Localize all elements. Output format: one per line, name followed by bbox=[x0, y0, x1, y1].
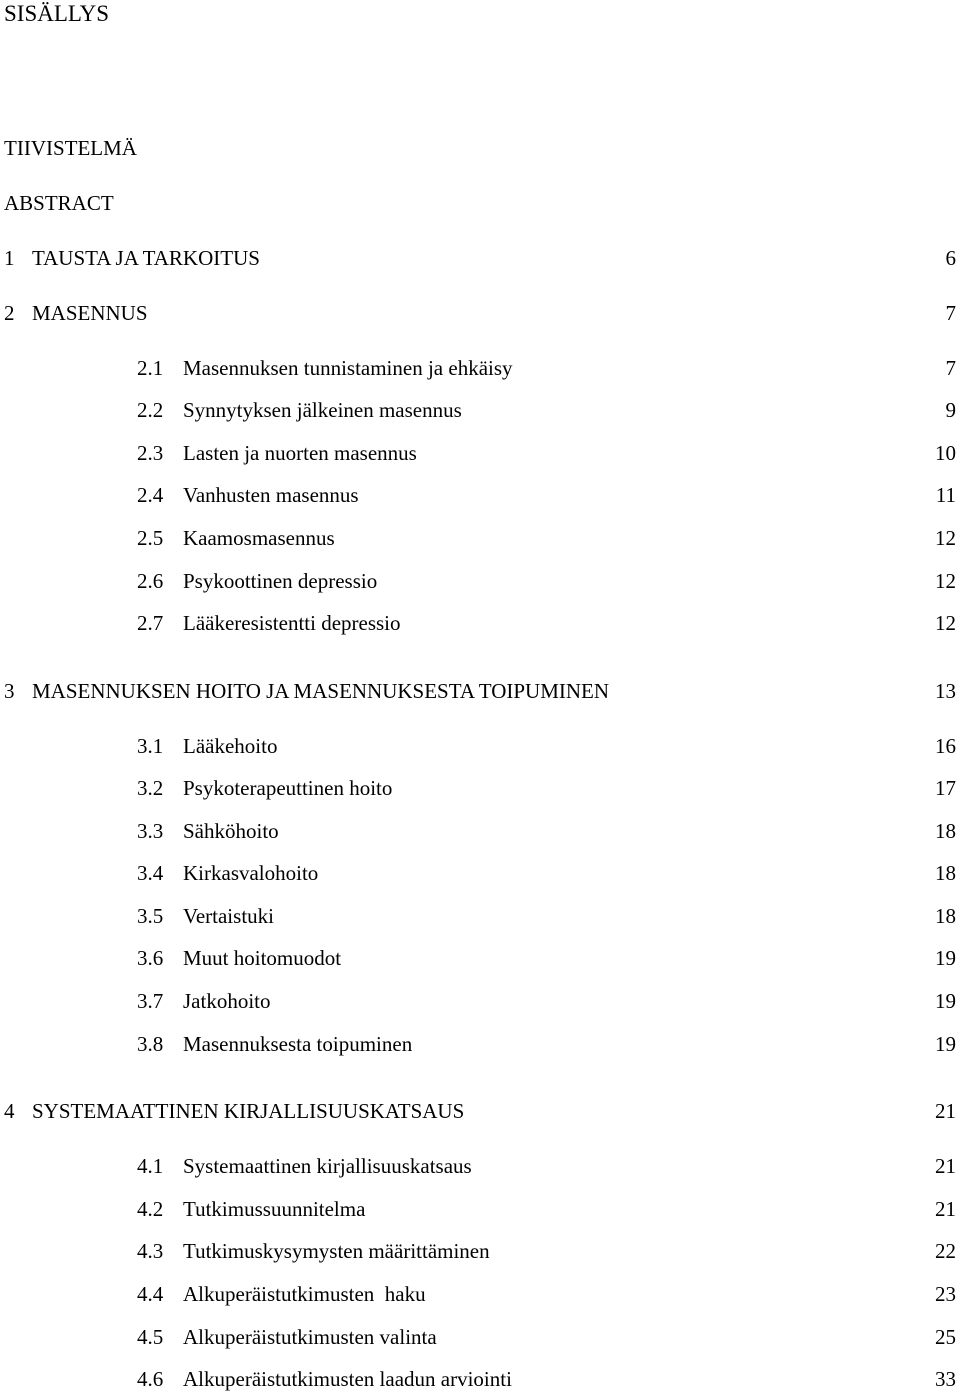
toc-entry-page-number: 19 bbox=[935, 989, 956, 1013]
toc-entry-title: Masennuksen tunnistaminen ja ehkäisy bbox=[183, 356, 513, 380]
toc-heading: SISÄLLYS bbox=[4, 1, 110, 26]
toc-entry-page-number: 16 bbox=[935, 734, 956, 758]
toc-entry-title: Kaamosmasennus bbox=[183, 526, 335, 550]
toc-entry-page-number: 12 bbox=[935, 569, 956, 593]
toc-entry-number: 3.1 bbox=[137, 734, 164, 758]
toc-section-row[interactable] bbox=[0, 566, 960, 596]
toc-entry-number: 3.7 bbox=[137, 989, 164, 1013]
toc-entry-number: 3.8 bbox=[137, 1032, 164, 1056]
toc-entry-title: Sähköhoito bbox=[183, 819, 279, 843]
toc-entry-number: 4 bbox=[4, 1099, 15, 1123]
toc-entry-number: 3.6 bbox=[137, 946, 164, 970]
toc-front-title: TIIVISTELMÄ bbox=[4, 136, 137, 160]
toc-section-row[interactable] bbox=[0, 480, 960, 510]
toc-entry-page-number: 11 bbox=[935, 483, 956, 507]
toc-entry-title: Muut hoitomuodot bbox=[183, 946, 342, 970]
toc-entry-number: 3.5 bbox=[137, 904, 164, 928]
toc-entry-number: 4.1 bbox=[137, 1154, 164, 1178]
toc-entry-title: Kirkasvalohoito bbox=[183, 861, 319, 885]
toc-entry-page-number: 19 bbox=[935, 1032, 956, 1056]
toc-entry-page-number: 33 bbox=[935, 1367, 956, 1391]
toc-entry-number: 2.1 bbox=[137, 356, 164, 380]
toc-section-row[interactable] bbox=[0, 1029, 960, 1059]
toc-entry-page-number: 12 bbox=[935, 526, 956, 550]
toc-entry-title: Lasten ja nuorten masennus bbox=[183, 441, 417, 465]
toc-section-row[interactable] bbox=[0, 523, 960, 553]
toc-section-row[interactable] bbox=[0, 1364, 960, 1394]
toc-entry-page-number: 12 bbox=[935, 611, 956, 635]
toc-entry-title: Vanhusten masennus bbox=[183, 483, 359, 507]
toc-entry-title: Psykoottinen depressio bbox=[183, 569, 378, 593]
toc-entry-number: 2.6 bbox=[137, 569, 164, 593]
toc-entry-page-number: 17 bbox=[935, 776, 956, 800]
toc-entry-number: 3.3 bbox=[137, 819, 164, 843]
toc-entry-page-number: 18 bbox=[935, 861, 956, 885]
toc-section-row[interactable] bbox=[0, 1279, 960, 1309]
toc-section-row[interactable] bbox=[0, 943, 960, 973]
toc-section-row[interactable] bbox=[0, 731, 960, 761]
toc-section-row[interactable] bbox=[0, 1194, 960, 1224]
toc-entry-page-number: 23 bbox=[935, 1282, 956, 1306]
toc-entry-title: Lääkeresistentti depressio bbox=[183, 611, 401, 635]
toc-entry-number: 4.3 bbox=[137, 1239, 164, 1263]
toc-front-title: ABSTRACT bbox=[4, 191, 114, 215]
toc-section-row[interactable] bbox=[0, 986, 960, 1016]
toc-entry-page-number: 10 bbox=[935, 441, 956, 465]
toc-front-item-tiivistelma[interactable] bbox=[0, 133, 960, 163]
toc-entry-page-number: 21 bbox=[935, 1154, 956, 1178]
toc-entry-page-number: 22 bbox=[935, 1239, 956, 1263]
toc-section-row[interactable] bbox=[0, 438, 960, 468]
toc-entry-page-number: 13 bbox=[935, 679, 956, 703]
toc-entry-number: 4.4 bbox=[137, 1282, 164, 1306]
toc-entry-number: 1 bbox=[4, 246, 15, 270]
toc-section-row[interactable] bbox=[0, 901, 960, 931]
toc-section-row[interactable] bbox=[0, 395, 960, 425]
toc-entry-page-number: 7 bbox=[945, 356, 956, 380]
toc-entry-number: 3.4 bbox=[137, 861, 164, 885]
toc-entry-title: Jatkohoito bbox=[183, 989, 271, 1013]
toc-entry-title: MASENNUS bbox=[32, 301, 148, 325]
toc-entry-number: 2.2 bbox=[137, 398, 164, 422]
toc-chapter-row[interactable] bbox=[0, 298, 960, 328]
toc-entry-title: Systemaattinen kirjallisuuskatsaus bbox=[183, 1154, 472, 1178]
toc-entry-number: 4.6 bbox=[137, 1367, 164, 1391]
toc-entry-number: 3 bbox=[4, 679, 15, 703]
toc-chapter-row[interactable] bbox=[0, 1096, 960, 1126]
toc-section-row[interactable] bbox=[0, 858, 960, 888]
toc-section-row[interactable] bbox=[0, 1236, 960, 1266]
toc-entry-page-number: 6 bbox=[945, 246, 956, 270]
toc-entry-number: 2.5 bbox=[137, 526, 164, 550]
toc-entry-title: SYSTEMAATTINEN KIRJALLISUUSKATSAUS bbox=[32, 1099, 465, 1123]
toc-chapter-row[interactable] bbox=[0, 243, 960, 273]
toc-chapter-row[interactable] bbox=[0, 676, 960, 706]
toc-entry-page-number: 21 bbox=[935, 1197, 956, 1221]
toc-entry-title: MASENNUKSEN HOITO JA MASENNUKSESTA TOIPUMINEN bbox=[32, 679, 610, 703]
toc-entry-title: Synnytyksen jälkeinen masennus bbox=[183, 398, 462, 422]
toc-entry-title: Alkuperäistutkimusten haku bbox=[183, 1282, 426, 1306]
toc-entry-title: Lääkehoito bbox=[183, 734, 278, 758]
toc-entry-title: Masennuksesta toipuminen bbox=[183, 1032, 413, 1056]
toc-entry-page-number: 18 bbox=[935, 819, 956, 843]
toc-section-row[interactable] bbox=[0, 608, 960, 638]
toc-section-row[interactable] bbox=[0, 353, 960, 383]
toc-entry-number: 2.4 bbox=[137, 483, 164, 507]
toc-entry-title: TAUSTA JA TARKOITUS bbox=[32, 246, 260, 270]
toc-entry-page-number: 9 bbox=[945, 398, 956, 422]
toc-front-item-abstract[interactable] bbox=[0, 188, 960, 218]
toc-section-row[interactable] bbox=[0, 816, 960, 846]
toc-entry-page-number: 25 bbox=[935, 1325, 956, 1349]
toc-entry-title: Psykoterapeuttinen hoito bbox=[183, 776, 393, 800]
toc-entry-number: 2.3 bbox=[137, 441, 164, 465]
toc-entry-page-number: 18 bbox=[935, 904, 956, 928]
toc-entry-number: 3.2 bbox=[137, 776, 164, 800]
toc-entry-number: 2.7 bbox=[137, 611, 164, 635]
toc-entry-page-number: 21 bbox=[935, 1099, 956, 1123]
toc-entry-title: Tutkimussuunnitelma bbox=[183, 1197, 366, 1221]
toc-entry-number: 4.5 bbox=[137, 1325, 164, 1349]
toc-entry-title: Vertaistuki bbox=[183, 904, 274, 928]
toc-section-row[interactable] bbox=[0, 773, 960, 803]
toc-section-row[interactable] bbox=[0, 1151, 960, 1181]
toc-entry-page-number: 19 bbox=[935, 946, 956, 970]
toc-section-row[interactable] bbox=[0, 1322, 960, 1352]
toc-entry-title: Tutkimuskysymysten määrittäminen bbox=[183, 1239, 490, 1263]
toc-entry-number: 2 bbox=[4, 301, 15, 325]
toc-entry-page-number: 7 bbox=[945, 301, 956, 325]
toc-entry-title: Alkuperäistutkimusten valinta bbox=[183, 1325, 437, 1349]
toc-entry-title: Alkuperäistutkimusten laadun arviointi bbox=[183, 1367, 512, 1391]
toc-entry-number: 4.2 bbox=[137, 1197, 164, 1221]
